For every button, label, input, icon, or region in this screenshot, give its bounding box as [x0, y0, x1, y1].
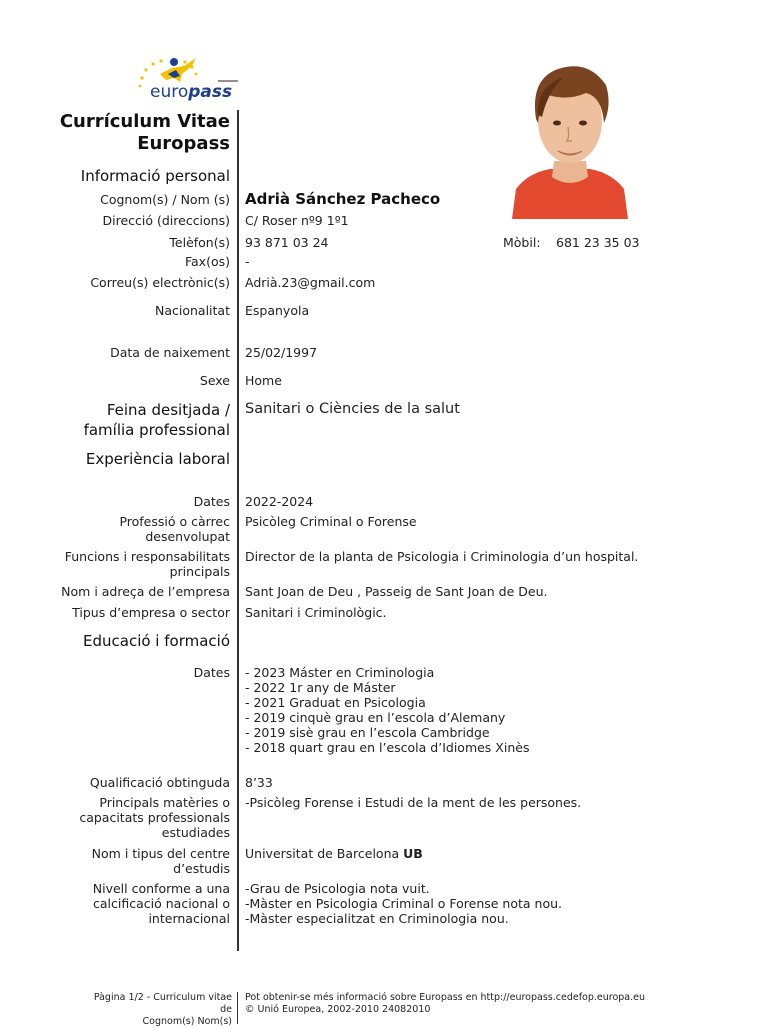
nationality-value: Espanyola — [245, 303, 310, 318]
birthdate-value: 25/02/1997 — [245, 345, 318, 360]
footer-europass-link[interactable]: Pot obtenir-se més informació sobre Europass en http://europass.cedefop.europa.eu — [245, 992, 646, 1003]
phone-value: 93 871 03 24 — [245, 235, 329, 250]
sex-value: Home — [245, 373, 282, 388]
subjects-label: Principals matèries o capacitats professionals estudiades — [79, 795, 230, 840]
qualification-label: Qualificació obtinguda — [89, 775, 230, 790]
work-sector-value: Sanitari i Criminològic. — [245, 605, 387, 620]
sex-label: Sexe — [199, 373, 230, 388]
logo-text-pass: pass — [188, 82, 233, 102]
education-dates-item: - 2023 Máster en Criminologia — [245, 665, 435, 680]
desired-job-value: Sanitari o Ciències de la salut — [245, 401, 460, 417]
work-position-value: Psicòleg Criminal o Forense — [245, 514, 417, 529]
logo-text-euro: euro — [150, 82, 189, 102]
footer-page-info: Pàgina 1/2 - Curriculum vitae de Cognom(s) Nom(s) — [93, 992, 232, 1027]
phone-label: Telèfon(s) — [169, 235, 230, 250]
desired-job-heading-line1: Feina desitjada / — [106, 401, 230, 419]
education-dates-list — [245, 665, 529, 755]
column-divider — [237, 110, 239, 951]
name-value: Adrià Sánchez Pacheco — [245, 190, 441, 208]
education-heading: Educació i formació — [83, 632, 230, 650]
europass-logo — [130, 52, 240, 106]
mobile-value: 681 23 35 03 — [556, 235, 640, 250]
nationality-label: Nacionalitat — [155, 303, 230, 318]
footer-info — [245, 992, 645, 1016]
name-label: Cognom(s) / Nom (s) — [100, 192, 230, 207]
cv-title-line2: Europass — [137, 133, 230, 154]
institution-value — [245, 846, 423, 861]
level-item: -Grau de Psicologia nota vuit. — [245, 881, 430, 896]
level-label: Nivell conforme a una calcificació nacional o internacional — [92, 881, 230, 926]
work-experience-heading: Experiència laboral — [85, 450, 230, 468]
desired-job-heading — [84, 400, 230, 440]
work-sector-label: Tipus d’empresa o sector — [72, 605, 230, 620]
education-dates-item: - 2021 Graduat en Psicologia — [245, 695, 426, 710]
birthdate-label: Data de naixement — [110, 345, 230, 360]
institution-abbrev: UB — [403, 846, 423, 861]
address-value: C/ Roser nº9 1º1 — [245, 213, 349, 228]
cv-title — [60, 111, 230, 155]
level-item: -Màster en Psicologia Criminal o Forense nota nou. — [245, 896, 562, 911]
fax-label: Fax(os) — [184, 254, 230, 269]
education-dates-item: - 2022 1r any de Máster — [245, 680, 396, 695]
institution-label: Nom i tipus del centre d’estudis — [91, 846, 230, 876]
address-label: Direcció (direccions) — [102, 213, 230, 228]
education-dates-item: - 2018 quart grau en l’escola d’Idiomes Xinès — [245, 740, 530, 755]
work-employer-value: Sant Joan de Deu , Passeig de Sant Joan de Deu. — [245, 584, 548, 599]
fax-value: - — [245, 254, 250, 269]
education-dates-label: Dates — [193, 665, 230, 680]
work-dates-value: 2022-2024 — [245, 494, 314, 509]
email-label: Correu(s) electrònic(s) — [90, 275, 230, 290]
cv-title-line1: Currículum Vitae — [59, 111, 230, 132]
level-list — [245, 881, 562, 926]
personal-info-heading: Informació personal — [80, 167, 230, 185]
institution-name: Universitat de Barcelona — [245, 846, 404, 861]
profile-photo — [508, 57, 632, 219]
level-item: -Màster especialitzat en Criminologia nou. — [245, 911, 509, 926]
portrait-photo-icon — [508, 57, 632, 219]
footer-divider — [237, 992, 238, 1024]
email-value[interactable]: Adrià.23@gmail.com — [245, 275, 376, 290]
work-position-label: Professió o càrrec desenvolupat — [119, 514, 230, 544]
work-employer-label: Nom i adreça de l’empresa — [61, 584, 230, 599]
education-dates-item: - 2019 sisè grau en l’escola Cambridge — [245, 725, 490, 740]
work-dates-label: Dates — [193, 494, 230, 509]
work-duties-value: Director de la planta de Psicologia i Criminologia d’un hospital. — [245, 549, 639, 564]
desired-job-heading-line2: família professional — [83, 421, 230, 439]
subjects-value: -Psicòleg Forense i Estudi de la ment de les persones. — [245, 795, 582, 810]
mobile-label: Mòbil: — [503, 235, 541, 250]
education-dates-item: - 2019 cinquè grau en l’escola d’Alemany — [245, 710, 506, 725]
qualification-value: 8’33 — [245, 775, 273, 790]
footer-copyright: © Unió Europea, 2002-2010 24082010 — [245, 1004, 431, 1015]
work-duties-label: Funcions i responsabilitats principals — [64, 549, 230, 579]
